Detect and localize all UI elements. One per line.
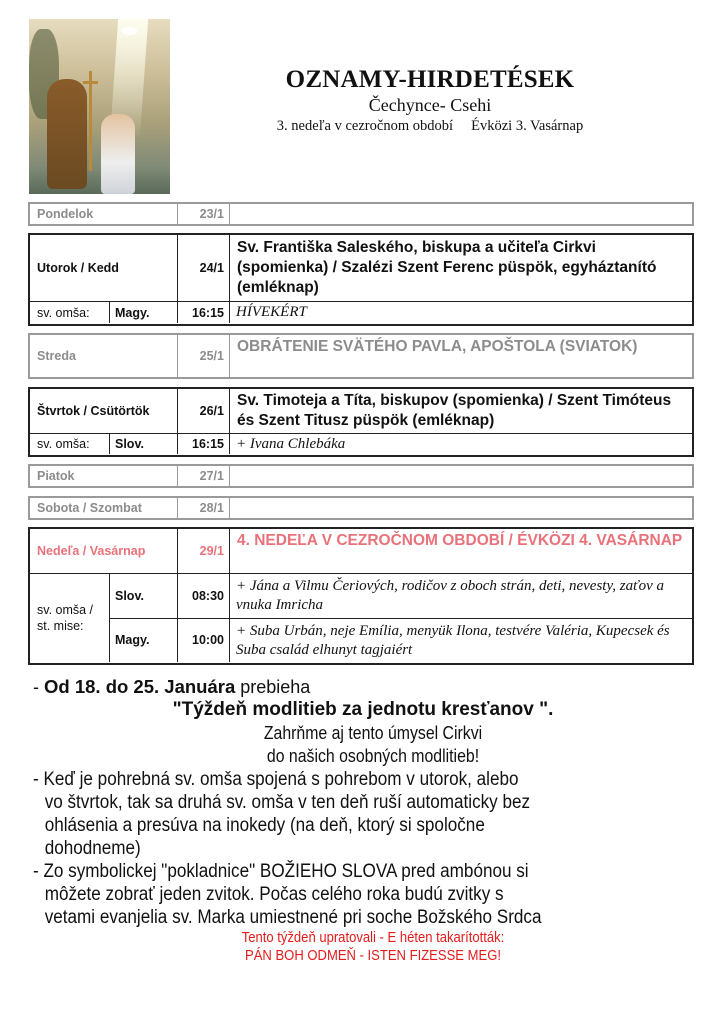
mass-intention: + Jána a Vilmu Čeriových, rodičov z oboch strán, deti, nevesty, zaťov a vnuka Imricha [236, 578, 664, 613]
liturgical-sunday: 3. nedeľa v cezročnom období Évközi 3. Vasárnap [276, 118, 584, 134]
mass-intention: + Ivana Chlebáka [236, 436, 346, 452]
mass-time: 08:30 [178, 574, 230, 618]
day-wednesday [28, 333, 694, 379]
mass-row [30, 433, 692, 454]
day-text [230, 498, 692, 518]
day-label: Štvrtok / Csütörtök [30, 389, 178, 433]
thanks-line: PÁN BOH ODMEŇ - ISTEN FIZESSE MEG! [245, 948, 501, 964]
day-text [230, 466, 692, 486]
prayer-week-line4: do našich osobných modlitieb! [266, 746, 480, 766]
mass-time: 16:15 [178, 434, 230, 454]
mass-label: sv. omša: [30, 302, 110, 323]
treasury-notice: - Zo symbolickej "pokladnice" BOŽIEHO SLOVA pred ambónou si môžete zobrať jeden zvitok. Počas celého roka budú zvitky s vetami evanjelia sv. Marka umiestnené pri soche Božského Srdca [33, 861, 542, 928]
day-text: OBRÁTENIE SVÄTÉHO PAVLA, APOŠTOLA (SVIATOK) [237, 338, 638, 355]
cleaning-line: Tento týždeň upratovali - E héten takarították: [241, 930, 505, 946]
mass-language: Slov. [110, 434, 178, 454]
day-saturday [28, 496, 694, 520]
mass-intention: HÍVEKÉRT [236, 304, 307, 320]
day-text: 4. NEDEĽA V CEZROČNOM OBDOBÍ / ÉVKÖZI 4. VASÁRNAP [237, 532, 683, 549]
day-text: Sv. Timoteja a Títa, biskupov (spomienka) / Szent Timóteus és Szent Titusz püspök (emléknap) [237, 392, 672, 429]
mass-time: 10:00 [178, 619, 230, 663]
mass-time: 16:15 [178, 302, 230, 323]
day-sunday [28, 527, 694, 665]
day-date: 24/1 [178, 235, 230, 301]
day-label: Pondelok [30, 204, 178, 224]
day-label: Nedeľa / Vasárnap [30, 529, 178, 573]
day-thursday [28, 387, 694, 457]
day-label: Sobota / Szombat [30, 498, 178, 518]
day-monday [28, 202, 694, 226]
day-date: 27/1 [178, 466, 230, 486]
mass-label: sv. omša / st. mise: [30, 574, 110, 662]
day-date: 28/1 [178, 498, 230, 518]
mass-intention: + Suba Urbán, neje Emília, menyük Ilona, testvére Valéria, Kupecsek és Suba család elhunyt tagjaiért [236, 622, 670, 658]
day-date: 23/1 [178, 204, 230, 224]
day-date: 26/1 [178, 389, 230, 433]
day-friday [28, 464, 694, 488]
baptism-painting [29, 19, 170, 194]
day-label: Piatok [30, 466, 178, 486]
day-tuesday [28, 233, 694, 326]
announcements [33, 676, 713, 965]
mass-label: sv. omša: [30, 434, 110, 454]
funeral-notice: - Keď je pohrebná sv. omša spojená s pohrebom v utorok, alebo vo štvrtok, tak sa druhá sv. omša v ten deň ruší automaticky bez ohlásenia a presúva na inokedy (na deň, ktorý si spoločne dohodneme) [33, 769, 531, 859]
header [240, 66, 620, 136]
day-label: Utorok / Kedd [30, 235, 178, 301]
parish-name: Čechynce- Csehi [368, 95, 492, 115]
day-text: Sv. Františka Saleského, biskupa a učiteľa Cirkvi (spomienka) / Szalézi Szent Ferenc püspök, egyháztanító (emléknap) [237, 239, 657, 296]
day-date: 25/1 [178, 335, 230, 377]
day-text [230, 204, 692, 224]
prayer-week-line3: Zahrňme aj tento úmysel Cirkvi [263, 723, 483, 743]
prayer-week-line: - Od 18. do 25. Januára prebieha [33, 676, 311, 697]
page-title: OZNAMY-HIRDETÉSEK [285, 66, 575, 93]
prayer-week-title: "Týždeň modlitieb za jednotu kresťanov ". [172, 699, 554, 720]
day-label: Streda [30, 335, 178, 377]
mass-language: Slov. [110, 574, 178, 618]
mass-row [110, 618, 692, 663]
mass-language: Magy. [110, 302, 178, 323]
mass-row [30, 301, 692, 323]
day-date: 29/1 [178, 529, 230, 573]
mass-language: Magy. [110, 619, 178, 663]
mass-row [110, 574, 692, 618]
